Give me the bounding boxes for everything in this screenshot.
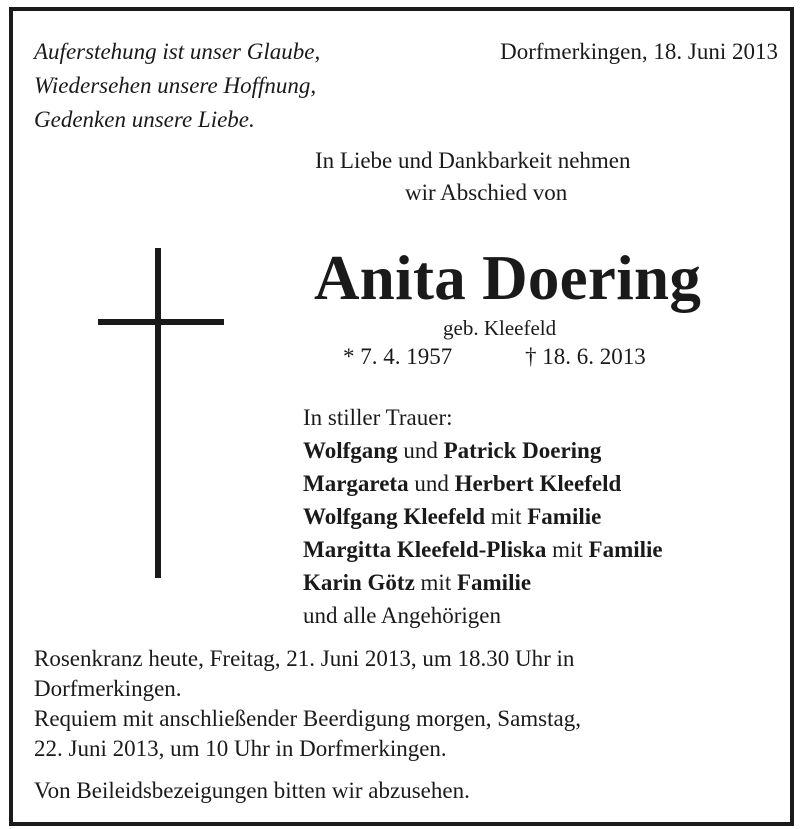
motto-line: Wiedersehen unsere Hoffnung, <box>34 73 317 98</box>
death-date: † 18. 6. 2013 <box>525 344 646 369</box>
mourner-row <box>303 434 663 467</box>
mourner-name: Wolfgang Kleefeld <box>303 504 486 529</box>
motto-line: Auferstehung ist unser Glaube, <box>34 39 321 64</box>
intro-line: wir Abschied von <box>405 180 568 205</box>
mourner-row <box>303 533 663 566</box>
service-line: Dorfmerkingen. <box>34 676 182 701</box>
mourner-connector: und <box>408 471 455 496</box>
cross-icon-vertical-bar <box>155 248 161 578</box>
service-line: Requiem mit anschließender Beerdigung morgen, Samstag, <box>34 706 581 731</box>
service-line: 22. Juni 2013, um 10 Uhr in Dorfmerkingen. <box>34 736 447 761</box>
mourner-name: Margitta Kleefeld-Pliska <box>303 537 547 562</box>
mourner-rows <box>303 434 663 599</box>
intro-line: In Liebe und Dankbarkeit nehmen <box>315 148 631 173</box>
mourner-row <box>303 500 663 533</box>
closing-note: Von Beileidsbezeigungen bitten wir abzusehen. <box>34 778 470 803</box>
deceased-name: Anita Doering <box>314 243 702 313</box>
service-line: Rosenkranz heute, Freitag, 21. Juni 2013, um 18.30 Uhr in <box>34 646 575 671</box>
mourner-name: Herbert Kleefeld <box>454 471 622 496</box>
mourner-row <box>303 566 663 599</box>
mourner-name: Wolfgang <box>303 438 398 463</box>
mourner-connector: mit <box>485 504 528 529</box>
cross-icon-horizontal-bar <box>98 319 224 325</box>
mourner-connector: und <box>397 438 444 463</box>
mourner-row <box>303 467 663 500</box>
mourner-name: Familie <box>456 570 532 595</box>
mourner-name: Margareta <box>303 471 409 496</box>
obituary-notice <box>9 7 794 826</box>
motto-line: Gedenken unsere Liebe. <box>34 107 255 132</box>
mourners-footer: und alle Angehörigen <box>303 603 502 628</box>
maiden-name: geb. Kleefeld <box>443 316 557 340</box>
motto <box>34 35 320 137</box>
mourners-list <box>303 401 663 632</box>
mourner-name: Karin Götz <box>303 570 415 595</box>
mourner-name: Familie <box>588 537 663 562</box>
mourner-name: Familie <box>527 504 602 529</box>
intro-text <box>13 145 790 209</box>
birth-date: * 7. 4. 1957 <box>343 344 453 369</box>
mourners-heading: In stiller Trauer: <box>303 405 453 430</box>
mourner-connector: mit <box>414 570 457 595</box>
place-and-date: Dorfmerkingen, 18. Juni 2013 <box>500 39 778 64</box>
service-details <box>34 644 581 764</box>
mourner-connector: mit <box>546 537 589 562</box>
mourner-name: Patrick Doering <box>443 438 602 463</box>
